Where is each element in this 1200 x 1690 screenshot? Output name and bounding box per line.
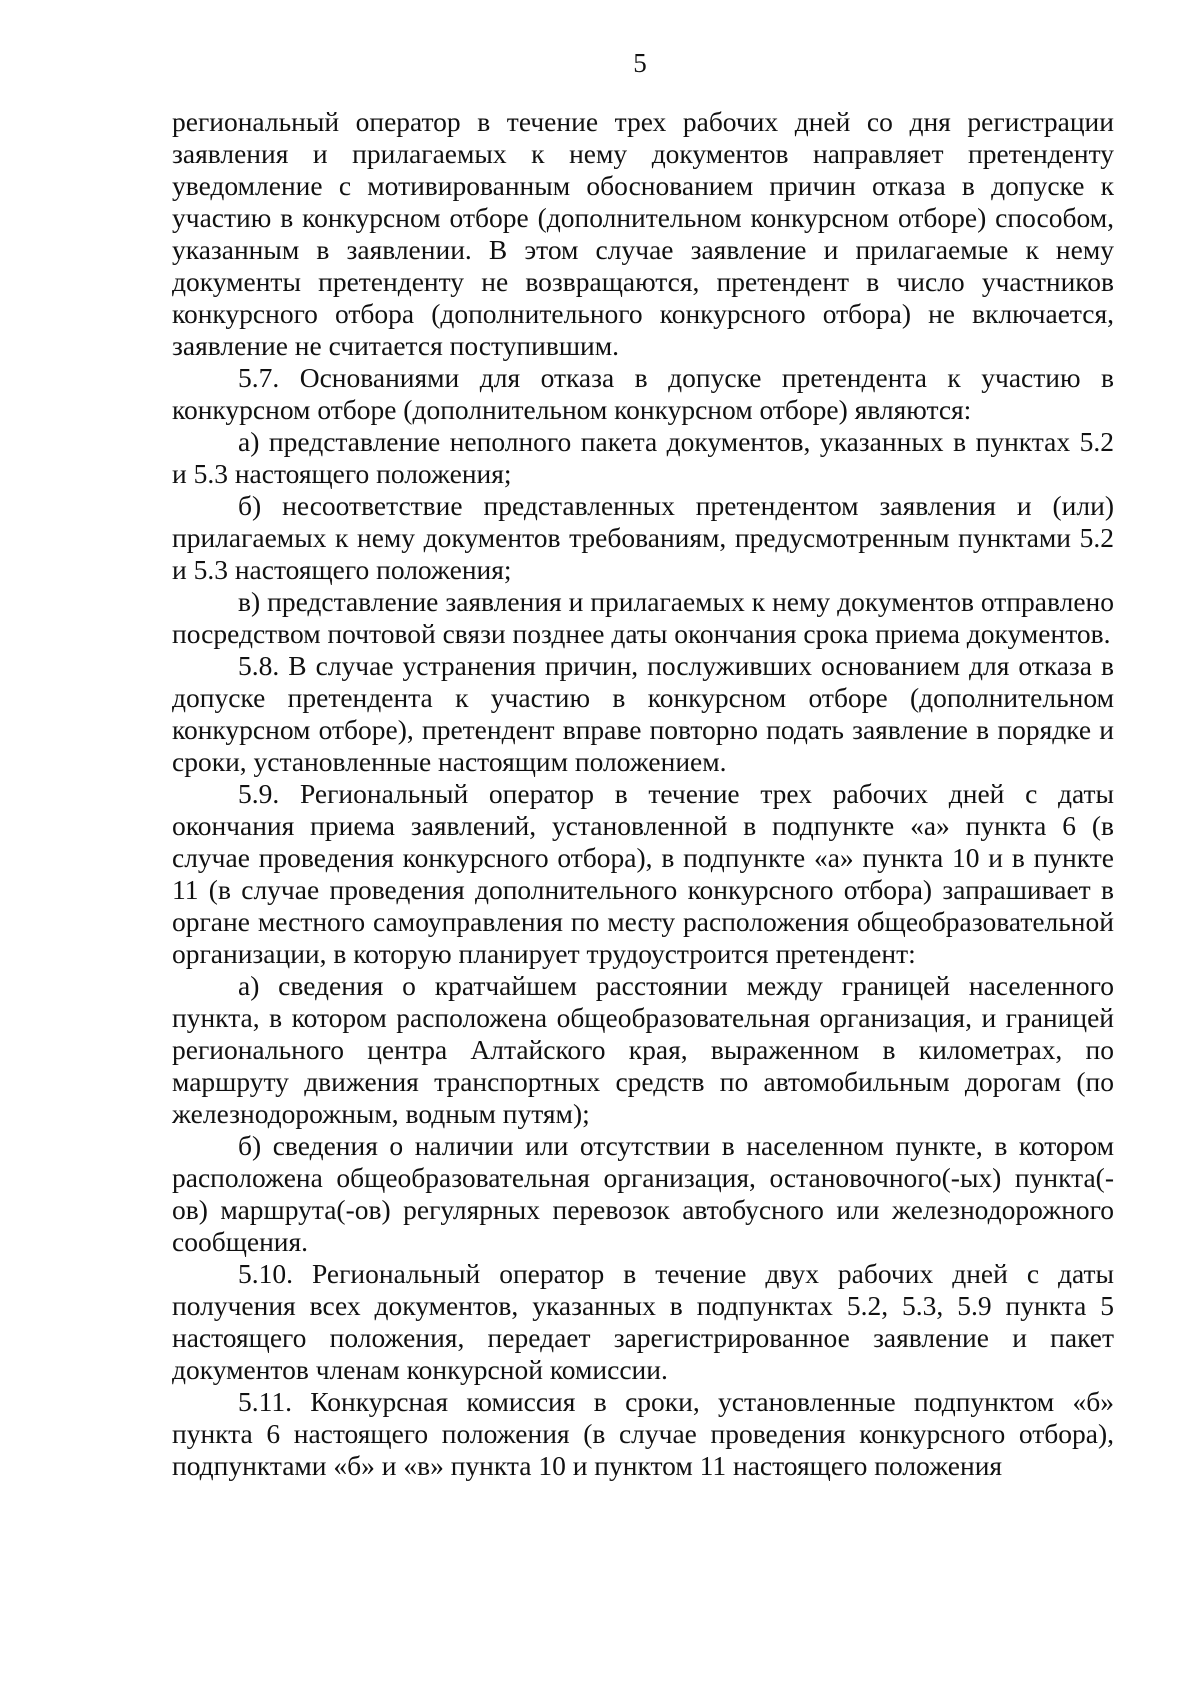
paragraph-5-7: 5.7. Основаниями для отказа в допуске претендента к участию в конкурсном отборе (дополнительном конкурсном отборе) являются: [172,362,1114,425]
page-number: 5 [633,48,647,78]
paragraph-5-9: 5.9. Региональный оператор в течение трех рабочих дней с даты окончания приема заявлений, установленной в подпункте «а» пункта 6 (в случае проведения конкурсного отбора), в подпункте «а» пункта 10 и в пункте 11 (в случае проведения дополнительного конкурсного отбора) запрашивает в органе местного самоуправления по месту расположения общеобразовательной организации, в которую планирует трудоустроится претендент: [172,778,1114,969]
paragraph-5-11: 5.11. Конкурсная комиссия в сроки, установленные подпунктом «б» пункта 6 настоящего положения (в случае проведения конкурсного отбора), подпунктами «б» и «в» пункта 10 и пунктом 11 настоящего положения [172,1386,1114,1481]
paragraph-5-9-a: а) сведения о кратчайшем расстоянии между границей населенного пункта, в котором расположена общеобразовательная организация, и границей регионального центра Алтайского края, выраженном в километрах, по маршруту движения транспортных средств по автомобильным дорогам (по железнодорожным, водным путям); [172,970,1114,1129]
paragraph-5-9-b: б) сведения о наличии или отсутствии в населенном пункте, в котором расположена общеобразовательная организация, остановочного(-ых) пункта(-ов) маршрута(-ов) регулярных перевозок автобусного или железнодорожного сообщения. [172,1130,1114,1257]
paragraph-5-7-v: в) представление заявления и прилагаемых к нему документов отправлено посредством почтовой связи позднее даты окончания срока приема документов. [172,586,1114,649]
paragraph-5-10: 5.10. Региональный оператор в течение двух рабочих дней с даты получения всех документов, указанных в подпунктах 5.2, 5.3, 5.9 пункта 5 настоящего положения, передает зарегистрированное заявление и пакет документов членам конкурсной комиссии. [172,1258,1114,1385]
document-body [172,106,1114,1482]
paragraph-5-7-b: б) несоответствие представленных претендентом заявления и (или) прилагаемых к нему документов требованиям, предусмотренным пунктами 5.2 и 5.3 настоящего положения; [172,490,1114,585]
paragraph-continuation: региональный оператор в течение трех рабочих дней со дня регистрации заявления и прилагаемых к нему документов направляет претенденту уведомление с мотивированным обоснованием причин отказа в допуске к участию в конкурсном отборе (дополнительном конкурсном отборе) способом, указанным в заявлении. В этом случае заявление и прилагаемые к нему документы претенденту не возвращаются, претендент в число участников конкурсного отбора (дополнительного конкурсного отбора) не включается, заявление не считается поступившим. [172,106,1114,361]
paragraph-5-8: 5.8. В случае устранения причин, послуживших основанием для отказа в допуске претендента к участию в конкурсном отборе (дополнительном конкурсном отборе), претендент вправе повторно подать заявление в порядке и сроки, установленные настоящим положением. [172,650,1114,777]
paragraph-5-7-a: а) представление неполного пакета документов, указанных в пунктах 5.2 и 5.3 настоящего положения; [172,426,1114,489]
